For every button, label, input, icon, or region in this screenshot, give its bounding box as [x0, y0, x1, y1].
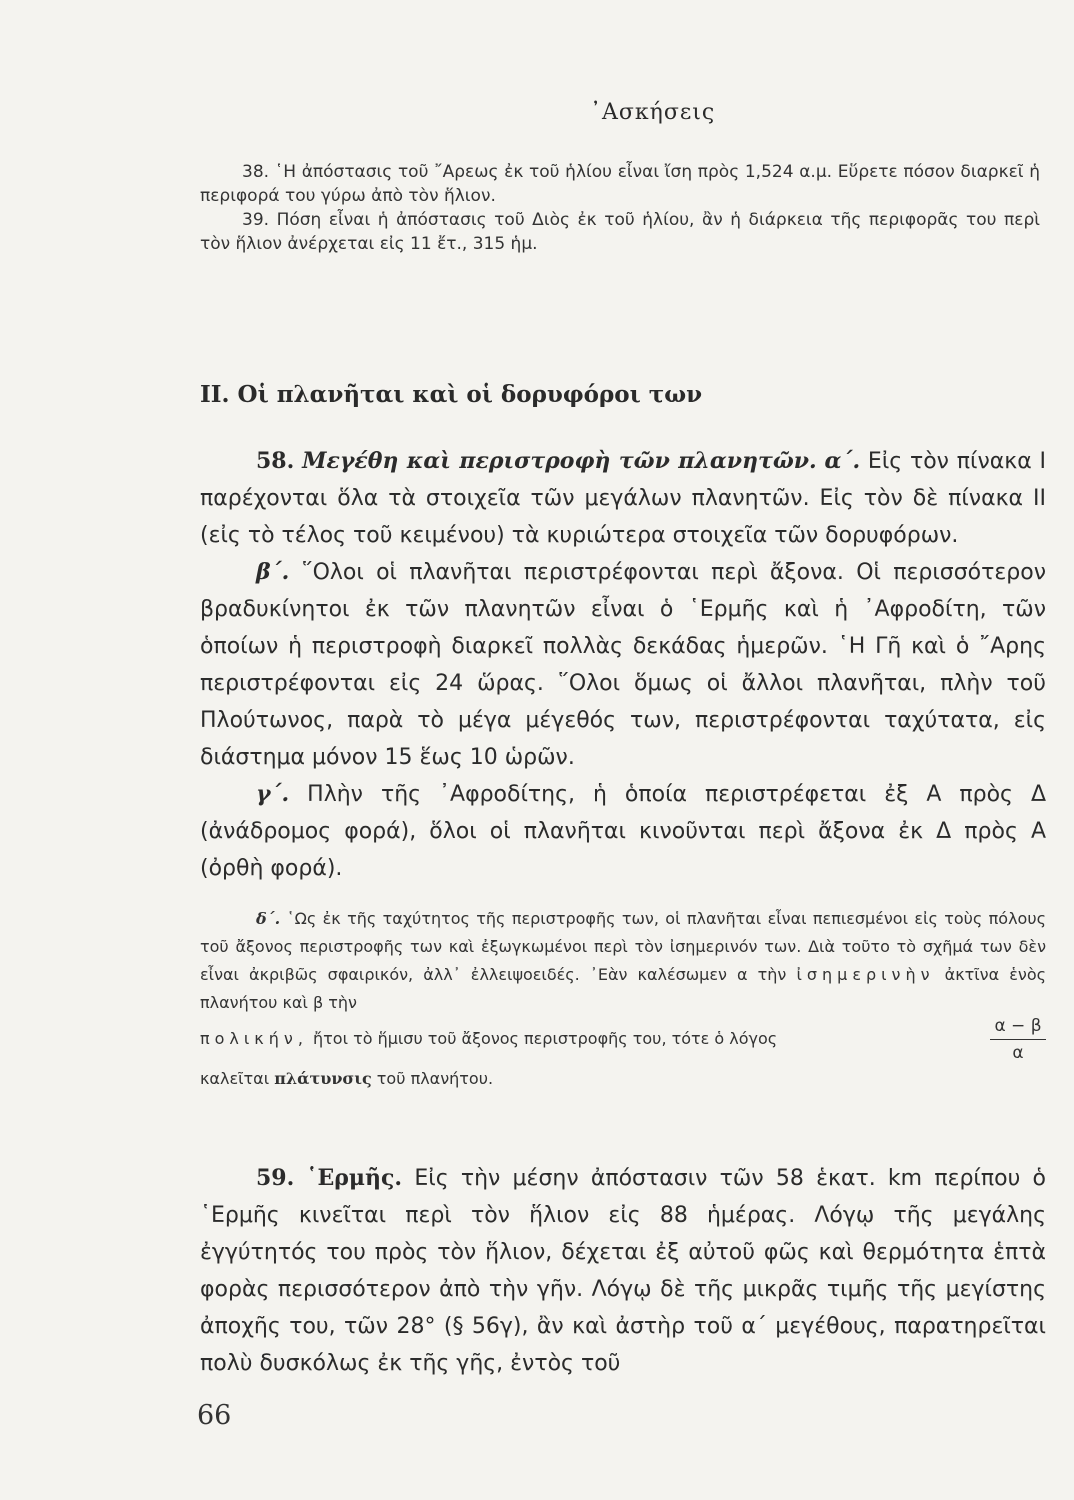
flatness-term: πλάτυνσις — [274, 1069, 372, 1088]
flattening-fraction — [990, 1015, 1046, 1064]
section-59-number: 59. — [256, 1165, 295, 1191]
section-59 — [200, 1160, 1046, 1382]
gamma-marker: γ΄. — [256, 781, 290, 807]
section-58-alpha — [200, 443, 1046, 554]
section-59-title: ῾Ερμῆς. — [306, 1165, 403, 1191]
beta-text: ῞Ολοι οἱ πλανῆται περιστρέφονται περὶ ἄξονα. Οἱ περισσότερον βραδυκίνητοι ἐκ τῶν πλανητῶν εἶναι ὁ ῾Ερμῆς καὶ ἡ ᾿Αφροδίτη, τῶν ὁποίων ἡ περιστροφὴ διαρκεῖ πολλὰς δεκάδας ἡμερῶν. ῾Η Γῆ καὶ ὁ ῎Αρης περιστρέφονται εἰς 24 ὥρας. ῞Ολοι ὅμως οἱ ἄλλοι πλανῆται, πλὴν τοῦ Πλούτωνος, παρὰ τὸ μέγα μέγεθός των, περιστρέφονται ταχύτατα, εἰς διάστημα μόνον 15 ἕως 10 ὡρῶν. — [200, 560, 1046, 770]
formula-text — [200, 1025, 777, 1053]
delta-text-5: τοῦ πλανήτου. — [376, 1069, 494, 1088]
delta-spaced-2: πολικήν, — [200, 1029, 308, 1048]
delta-paragraph — [200, 905, 1046, 1017]
section-59-text: Εἰς τὴν μέσην ἀπόστασιν τῶν 58 ἑκατ. km περίπου ὁ ῾Ερμῆς κινεῖται περὶ τὸν ἥλιον εἰς 88 ἡμέρας. Λόγῳ τῆς μεγάλης ἐγγύτητός του πρὸς τὸν ἥλιον, δέχεται ἐξ αὐτοῦ φῶς καὶ θερμότητα ἑπτὰ φορὰς περισσότερον ἀπὸ τὴν γῆν. Λόγῳ δὲ τῆς μικρᾶς τιμῆς τῆς μεγίστης ἀποχῆς του, τῶν 28° (§ 56γ), ἂν καὶ ἀστὴρ τοῦ α΄ μεγέθους, παρατηρεῖται πολὺ δυσκόλως ἐκ τῆς γῆς, ἐντὸς τοῦ — [200, 1166, 1047, 1376]
beta-marker: β΄. — [256, 559, 290, 585]
exercises-heading: ᾿Ασκήσεις — [590, 100, 716, 125]
section-58-gamma — [200, 776, 1046, 887]
gamma-text: Πλὴν τῆς ᾿Αφροδίτης, ἡ ὁποία περιστρέφεται ἐξ Α πρὸς Δ (ἀνάδρομος φορά), ὅλοι οἱ πλανῆται κινοῦνται περὶ ἄξονα ἐκ Δ πρὸς Α (ὀρθὴ φορά). — [200, 782, 1046, 881]
section-58-beta — [200, 554, 1046, 776]
alpha-marker: α΄. — [824, 448, 861, 474]
exercise-39: 39. Πόση εἶναι ἡ ἀπόστασις τοῦ Διὸς ἐκ τοῦ ἡλίου, ἂν ἡ διάρκεια τῆς περιφορᾶς του περὶ τὸν ἥλιον ἀνέρχεται εἰς 11 ἔτ., 315 ἡμ. — [200, 210, 1040, 254]
delta-text-1: ῾Ως ἐκ τῆς ταχύτητος τῆς περιστροφῆς των, οἱ πλανῆται εἶναι πεπιεσμένοι εἰς τοὺς πόλους τοῦ ἄξονος περιστροφῆς των καὶ ἐξωγκωμένοι περὶ τὸν ἰσημερινόν των. Διὰ τοῦτο τὸ σχῆμά των δὲν εἶναι ἀκριβῶς σφαιρικόν, ἀλλ᾿ ἐλλειψοειδές. ᾿Εὰν καλέσωμεν α τὴν — [200, 909, 1046, 984]
section-58 — [200, 443, 1046, 887]
fraction-denominator: α — [1012, 1043, 1024, 1063]
delta-text-3: ἤτοι τὸ ἥμισυ τοῦ ἄξονος περιστροφῆς του, τότε ὁ λόγος — [313, 1029, 778, 1048]
chapter-number: II. — [200, 381, 230, 408]
fraction-numerator: α − β — [990, 1015, 1046, 1040]
delta-spaced-1: ἰσημερινὴν — [796, 965, 935, 984]
section-59-paragraph — [200, 1160, 1046, 1382]
formula-line — [200, 1017, 1046, 1073]
delta-text-2: ἀκτῖνα ἑνὸς πλανήτου καὶ β τὴν — [200, 965, 1047, 1012]
section-58-delta — [200, 905, 1046, 1093]
exercise-38: 38. ῾Η ἀπόστασις τοῦ ῎Αρεως ἐκ τοῦ ἡλίου εἶναι ἴση πρὸς 1,524 α.μ. Εὕρετε πόσον διαρκεῖ ἡ περιφορά του γύρω ἀπὸ τὸν ἥλιον. — [200, 162, 1040, 206]
section-58-title: Μεγέθη καὶ περιστροφὴ τῶν πλανητῶν. — [302, 448, 817, 474]
section-58-number: 58. — [256, 448, 295, 474]
alpha-text: Εἰς τὸν πίνακα I παρέχονται ὅλα τὰ στοιχεῖα τῶν μεγάλων πλανητῶν. Εἰς τὸν δὲ πίνακα II (εἰς τὸ τέλος τοῦ κειμένου) τὰ κυριώτερα στοιχεῖα τῶν δορυφόρων. — [200, 449, 1047, 548]
delta-text-4: καλεῖται — [200, 1069, 270, 1088]
chapter-heading — [200, 381, 710, 408]
chapter-title: Οἱ πλανῆται καὶ οἱ δορυφόροι των — [237, 381, 703, 408]
page-number: 66 — [197, 1400, 232, 1431]
delta-marker: δ΄. — [256, 909, 281, 928]
exercises-block — [200, 160, 1040, 256]
